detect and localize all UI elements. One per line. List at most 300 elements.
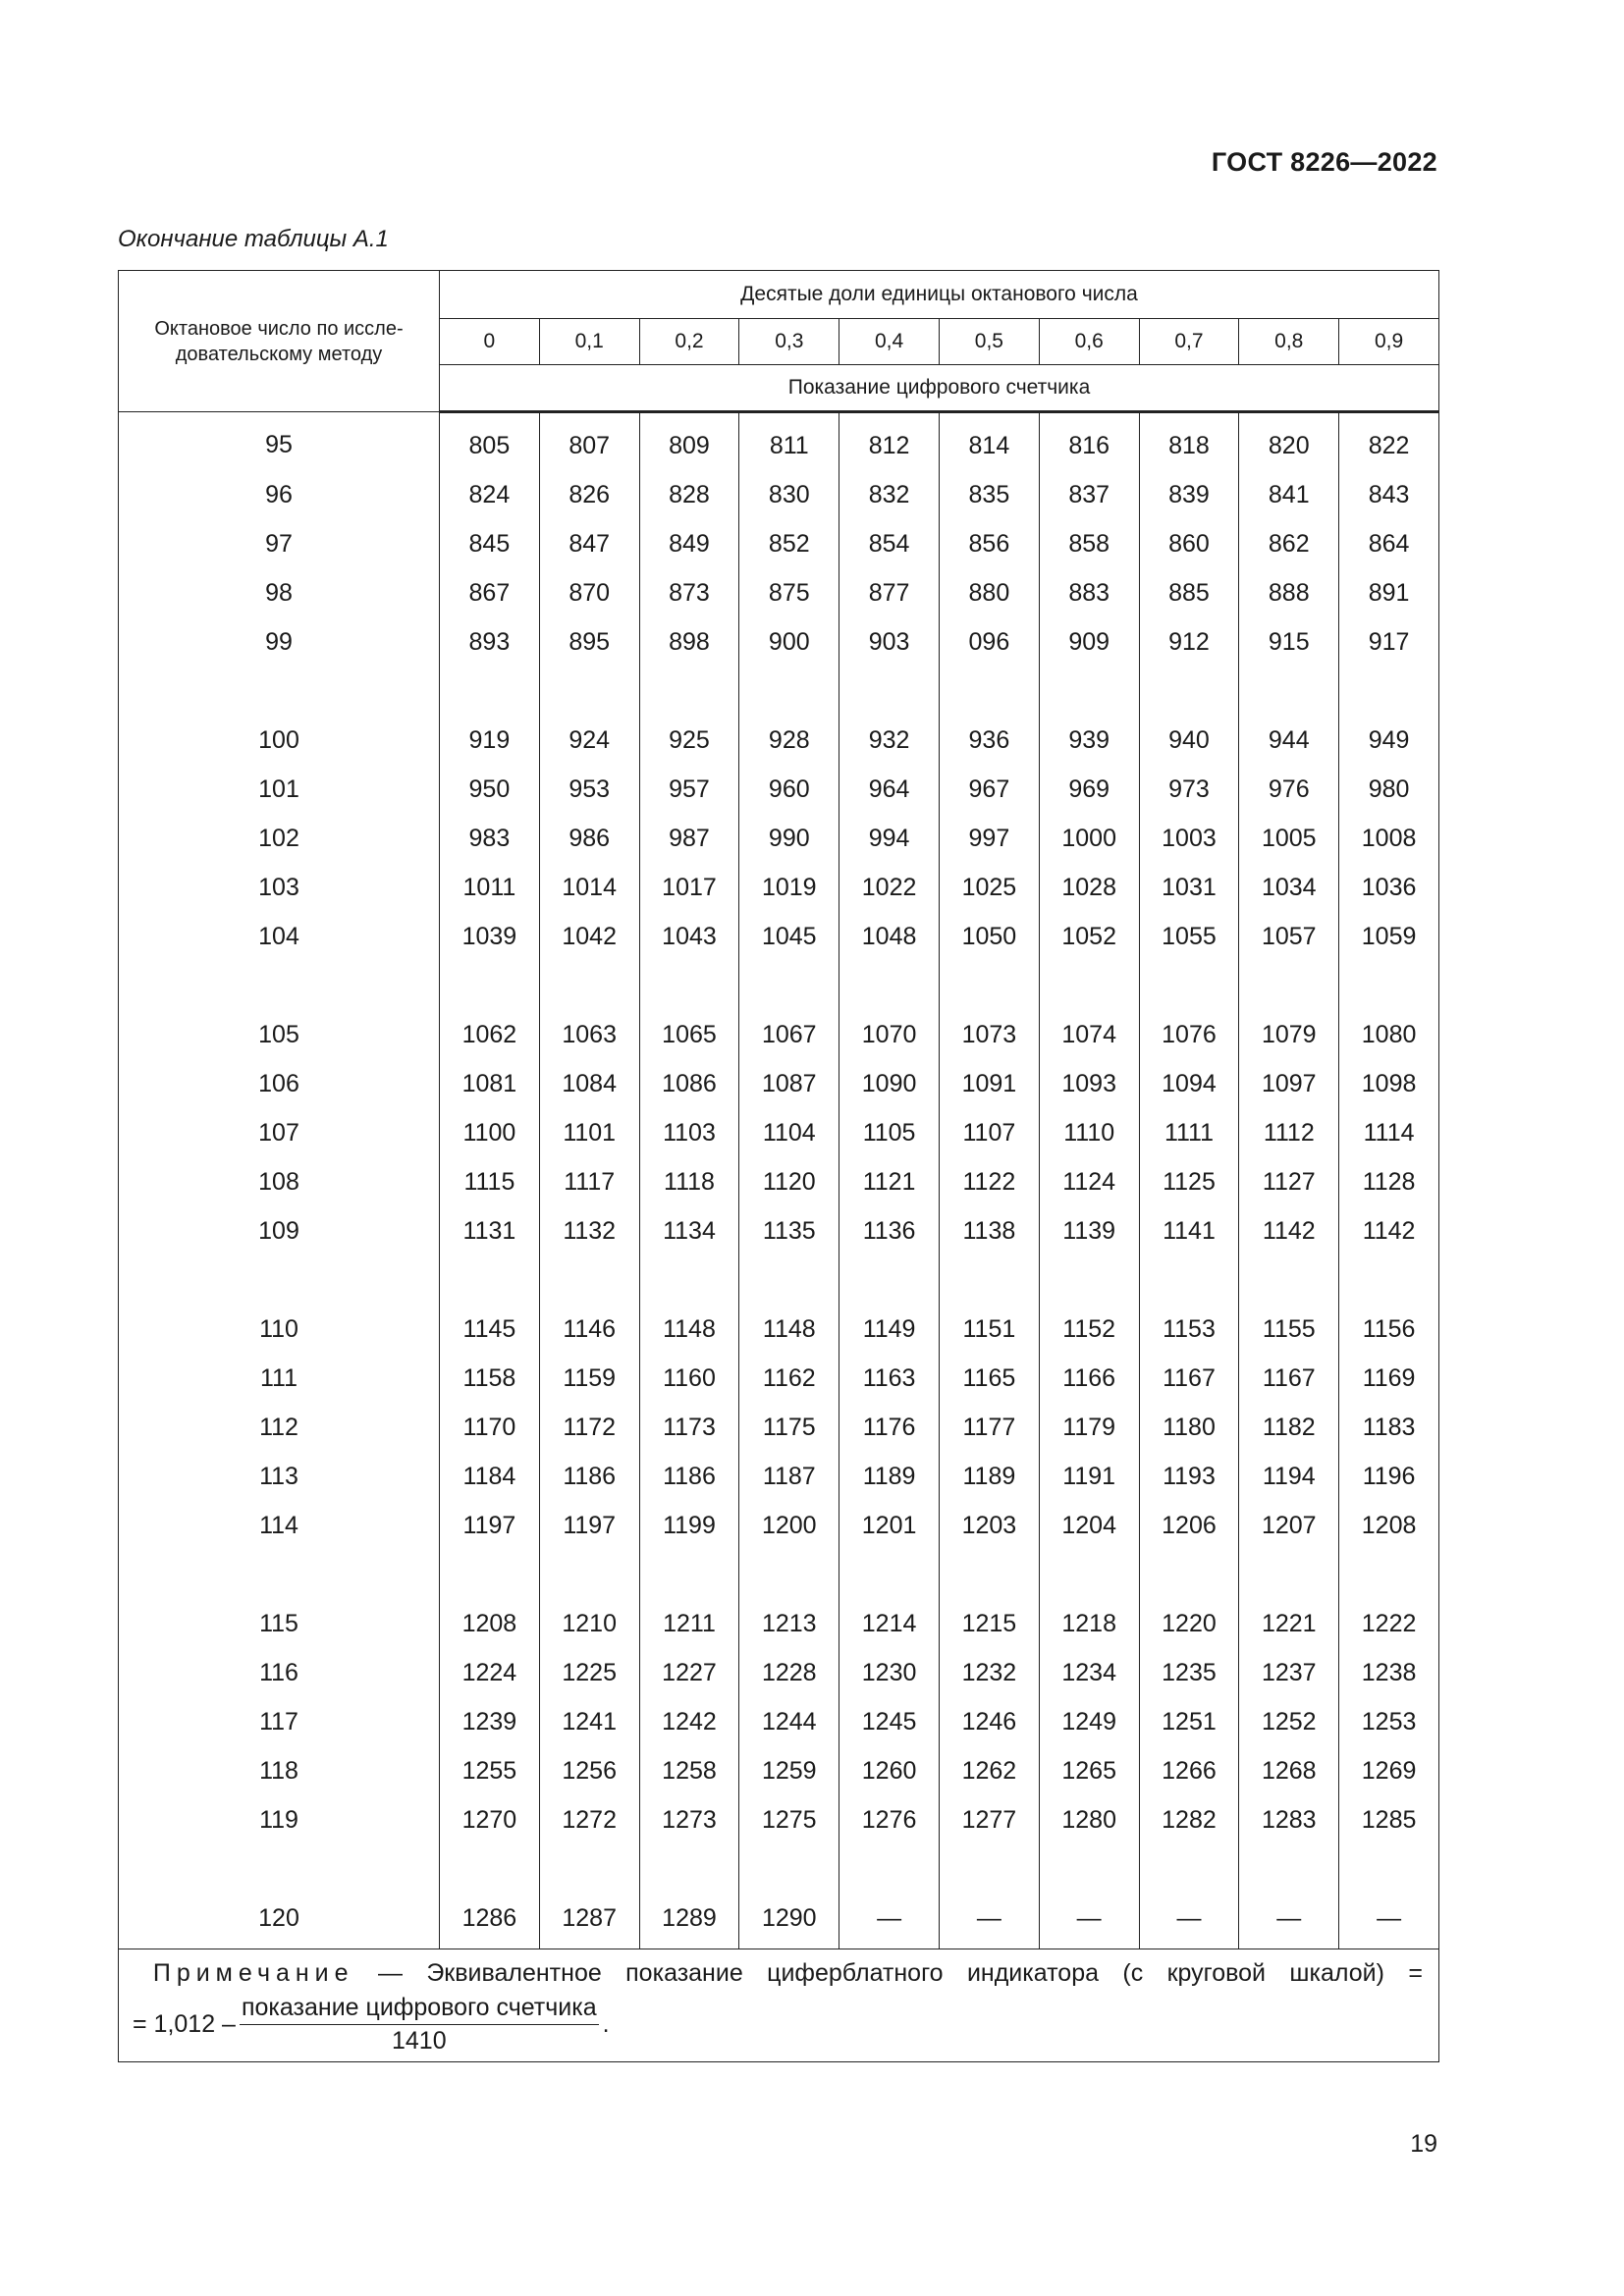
counter-value-cell: 983: [440, 814, 540, 863]
counter-value-cell: 912: [1139, 617, 1239, 667]
counter-value-cell: 858: [1039, 519, 1139, 568]
counter-value-cell: 1141: [1139, 1206, 1239, 1255]
counter-value-cell: 1245: [839, 1697, 940, 1746]
counter-value-cell: 1211: [639, 1599, 739, 1648]
spacer-cell: [440, 667, 540, 716]
counter-value-cell: 967: [939, 765, 1039, 814]
octane-number-cell: 120: [119, 1894, 440, 1949]
counter-value-cell: 1107: [939, 1108, 1039, 1157]
counter-value-cell: 1070: [839, 1010, 940, 1059]
group-spacer-row: [119, 667, 1439, 716]
counter-value-cell: 1277: [939, 1795, 1039, 1844]
counter-value-cell: 820: [1239, 412, 1339, 471]
counter-value-cell: 1105: [839, 1108, 940, 1157]
table-row: [119, 617, 1439, 667]
counter-value-cell: 1262: [939, 1746, 1039, 1795]
counter-value-cell: 1251: [1139, 1697, 1239, 1746]
counter-value-cell: 1081: [440, 1059, 540, 1108]
spacer-cell: [939, 1550, 1039, 1599]
counter-value-cell: 1074: [1039, 1010, 1139, 1059]
counter-value-cell: 1265: [1039, 1746, 1139, 1795]
counter-value-cell: 1200: [739, 1501, 839, 1550]
counter-value-cell: 1155: [1239, 1305, 1339, 1354]
fraction-denominator: 1410: [391, 2027, 447, 2055]
spacer-cell: [440, 1844, 540, 1894]
counter-value-cell: 1156: [1339, 1305, 1439, 1354]
counter-value-cell: 1043: [639, 912, 739, 961]
counter-value-cell: 1073: [939, 1010, 1039, 1059]
table-row: [119, 1206, 1439, 1255]
spacer-cell: [1339, 1844, 1439, 1894]
counter-value-cell: 1175: [739, 1403, 839, 1452]
formula-fraction: [240, 1994, 599, 2056]
octane-number-cell: 119: [119, 1795, 440, 1844]
octane-number-cell: 106: [119, 1059, 440, 1108]
counter-value-cell: 1101: [539, 1108, 639, 1157]
note-word: =: [1408, 1959, 1423, 1987]
counter-value-cell: 860: [1139, 519, 1239, 568]
spacer-cell: [839, 1844, 940, 1894]
counter-value-cell: 1199: [639, 1501, 739, 1550]
counter-value-cell: 835: [939, 470, 1039, 519]
counter-value-cell: 1142: [1339, 1206, 1439, 1255]
counter-value-cell: 818: [1139, 412, 1239, 471]
counter-value-cell: 875: [739, 568, 839, 617]
octane-column-header-line2: довательскому методу: [175, 343, 383, 365]
spacer-cell: [1239, 1550, 1339, 1599]
octane-number-cell: 109: [119, 1206, 440, 1255]
table-row: [119, 912, 1439, 961]
decimal-header: 0,2: [639, 319, 739, 365]
counter-value-cell: 1184: [440, 1452, 540, 1501]
octane-number-cell: 102: [119, 814, 440, 863]
counter-value-cell: 1118: [639, 1157, 739, 1206]
counter-value-cell: 839: [1139, 470, 1239, 519]
counter-value-cell: 986: [539, 814, 639, 863]
spacer-cell: [639, 667, 739, 716]
counter-value-cell: 830: [739, 470, 839, 519]
counter-value-cell: 990: [739, 814, 839, 863]
counter-value-cell: 1280: [1039, 1795, 1139, 1844]
counter-value-cell: 994: [839, 814, 940, 863]
counter-value-cell: 1186: [539, 1452, 639, 1501]
standard-code: ГОСТ 8226—2022: [1211, 147, 1437, 177]
octane-table: [118, 270, 1439, 2062]
table-body: [119, 412, 1439, 1949]
note-dash: —: [377, 1959, 403, 1987]
counter-value-cell: 843: [1339, 470, 1439, 519]
counter-value-cell: 1132: [539, 1206, 639, 1255]
counter-value-cell: 953: [539, 765, 639, 814]
counter-value-cell: 1169: [1339, 1354, 1439, 1403]
counter-value-cell: 1208: [1339, 1501, 1439, 1550]
spacer-cell: [639, 1255, 739, 1305]
spacer-cell: [440, 1550, 540, 1599]
counter-value-cell: 1197: [539, 1501, 639, 1550]
spacer-cell: [639, 1844, 739, 1894]
counter-value-cell: 1256: [539, 1746, 639, 1795]
spacer-cell: [739, 1550, 839, 1599]
counter-value-cell: 807: [539, 412, 639, 471]
counter-value-cell: 1125: [1139, 1157, 1239, 1206]
counter-value-cell: 1266: [1139, 1746, 1239, 1795]
group-spacer-row: [119, 1550, 1439, 1599]
counter-value-cell: 1017: [639, 863, 739, 912]
table-row: [119, 716, 1439, 765]
spacer-cell: [539, 1844, 639, 1894]
spacer-cell: [939, 1844, 1039, 1894]
counter-value-cell: 847: [539, 519, 639, 568]
counter-value-cell: 1055: [1139, 912, 1239, 961]
decimal-header: 0,6: [1039, 319, 1139, 365]
group-spacer-row: [119, 961, 1439, 1010]
table-row: [119, 1452, 1439, 1501]
counter-value-cell: 1228: [739, 1648, 839, 1697]
spacer-cell: [839, 1550, 940, 1599]
spacer-cell: [539, 961, 639, 1010]
table-row: [119, 1108, 1439, 1157]
fraction-numerator: показание цифрового счетчика: [240, 1994, 599, 2025]
counter-value-cell: 1045: [739, 912, 839, 961]
counter-value-cell: 915: [1239, 617, 1339, 667]
counter-value-cell: 1065: [639, 1010, 739, 1059]
counter-value-cell: 1090: [839, 1059, 940, 1108]
counter-value-cell: 812: [839, 412, 940, 471]
group-spacer-row: [119, 1844, 1439, 1894]
counter-reading-header: Показание цифрового счетчика: [440, 365, 1439, 412]
counter-value-cell: 980: [1339, 765, 1439, 814]
counter-value-cell: 928: [739, 716, 839, 765]
counter-value-cell: 870: [539, 568, 639, 617]
counter-value-cell: 1249: [1039, 1697, 1139, 1746]
counter-value-cell: 1167: [1239, 1354, 1339, 1403]
note-word: индикатора: [966, 1959, 1099, 1987]
counter-value-cell: 1186: [639, 1452, 739, 1501]
counter-value-cell: 1268: [1239, 1746, 1339, 1795]
counter-value-cell: 1087: [739, 1059, 839, 1108]
counter-value-cell: 1050: [939, 912, 1039, 961]
counter-value-cell: 814: [939, 412, 1039, 471]
table-row: [119, 1795, 1439, 1844]
counter-value-cell: —: [1239, 1894, 1339, 1949]
spacer-cell: [1339, 667, 1439, 716]
table-row: [119, 1501, 1439, 1550]
octane-number-cell: 95: [119, 412, 440, 471]
counter-value-cell: 1258: [639, 1746, 739, 1795]
counter-value-cell: 1111: [1139, 1108, 1239, 1157]
table-row: [119, 1305, 1439, 1354]
spacer-cell: [1239, 961, 1339, 1010]
counter-value-cell: 862: [1239, 519, 1339, 568]
table-row: [119, 765, 1439, 814]
counter-value-cell: 1098: [1339, 1059, 1439, 1108]
note-word: (с: [1122, 1959, 1144, 1987]
octane-number-cell: 114: [119, 1501, 440, 1550]
spacer-cell: [1139, 961, 1239, 1010]
counter-value-cell: 1203: [939, 1501, 1039, 1550]
table-row: [119, 568, 1439, 617]
counter-value-cell: 1152: [1039, 1305, 1139, 1354]
counter-value-cell: 880: [939, 568, 1039, 617]
counter-value-cell: 1122: [939, 1157, 1039, 1206]
table-row: [119, 1157, 1439, 1206]
counter-value-cell: 1227: [639, 1648, 739, 1697]
counter-value-cell: 1028: [1039, 863, 1139, 912]
counter-value-cell: 805: [440, 412, 540, 471]
spacer-cell: [1239, 1844, 1339, 1894]
spacer-cell: [440, 961, 540, 1010]
decimal-header: 0,7: [1139, 319, 1239, 365]
note-label: Примечание: [152, 1959, 354, 1987]
note-formula: [133, 1994, 1423, 2056]
counter-value-cell: 1238: [1339, 1648, 1439, 1697]
counter-value-cell: 1120: [739, 1157, 839, 1206]
decimal-header: 0,5: [939, 319, 1039, 365]
counter-value-cell: 1139: [1039, 1206, 1139, 1255]
spacer-cell: [1139, 1255, 1239, 1305]
spacer-cell: [1139, 667, 1239, 716]
counter-value-cell: 1148: [639, 1305, 739, 1354]
counter-value-cell: —: [1039, 1894, 1139, 1949]
counter-value-cell: 856: [939, 519, 1039, 568]
counter-value-cell: 885: [1139, 568, 1239, 617]
octane-number-cell: 101: [119, 765, 440, 814]
decimal-header: 0,4: [839, 319, 940, 365]
spacer-cell: [839, 961, 940, 1010]
counter-value-cell: —: [1139, 1894, 1239, 1949]
counter-value-cell: 1142: [1239, 1206, 1339, 1255]
counter-value-cell: 957: [639, 765, 739, 814]
counter-value-cell: 1036: [1339, 863, 1439, 912]
counter-value-cell: 1145: [440, 1305, 540, 1354]
spacer-cell: [119, 1550, 440, 1599]
counter-value-cell: 1194: [1239, 1452, 1339, 1501]
octane-number-cell: 112: [119, 1403, 440, 1452]
counter-value-cell: 1115: [440, 1157, 540, 1206]
counter-value-cell: 950: [440, 765, 540, 814]
counter-value-cell: 1221: [1239, 1599, 1339, 1648]
octane-number-cell: 105: [119, 1010, 440, 1059]
counter-value-cell: 919: [440, 716, 540, 765]
counter-value-cell: 1170: [440, 1403, 540, 1452]
counter-value-cell: 1136: [839, 1206, 940, 1255]
counter-value-cell: 1173: [639, 1403, 739, 1452]
octane-number-cell: 100: [119, 716, 440, 765]
counter-value-cell: 997: [939, 814, 1039, 863]
table-row: [119, 1010, 1439, 1059]
octane-number-cell: 113: [119, 1452, 440, 1501]
counter-value-cell: 1138: [939, 1206, 1039, 1255]
counter-value-cell: 1286: [440, 1894, 540, 1949]
spacer-cell: [1139, 1550, 1239, 1599]
spacer-cell: [739, 667, 839, 716]
counter-value-cell: 1076: [1139, 1010, 1239, 1059]
spacer-cell: [1039, 961, 1139, 1010]
counter-value-cell: 1084: [539, 1059, 639, 1108]
counter-value-cell: 1196: [1339, 1452, 1439, 1501]
octane-number-cell: 108: [119, 1157, 440, 1206]
counter-value-cell: 096: [939, 617, 1039, 667]
octane-number-cell: 116: [119, 1648, 440, 1697]
spacer-cell: [839, 667, 940, 716]
counter-value-cell: 1128: [1339, 1157, 1439, 1206]
note-word: шкалой): [1289, 1959, 1384, 1987]
table-row: [119, 1746, 1439, 1795]
octane-number-cell: 117: [119, 1697, 440, 1746]
counter-value-cell: 849: [639, 519, 739, 568]
counter-value-cell: 867: [440, 568, 540, 617]
counter-value-cell: 1057: [1239, 912, 1339, 961]
counter-value-cell: 1022: [839, 863, 940, 912]
table-row: [119, 1648, 1439, 1697]
counter-value-cell: 1063: [539, 1010, 639, 1059]
counter-value-cell: 852: [739, 519, 839, 568]
counter-value-cell: 898: [639, 617, 739, 667]
counter-value-cell: 944: [1239, 716, 1339, 765]
spacer-cell: [539, 1255, 639, 1305]
counter-value-cell: 1005: [1239, 814, 1339, 863]
spacer-cell: [1339, 961, 1439, 1010]
spacer-cell: [1339, 1255, 1439, 1305]
counter-value-cell: 1011: [440, 863, 540, 912]
counter-value-cell: 960: [739, 765, 839, 814]
spacer-cell: [939, 667, 1039, 716]
counter-value-cell: 936: [939, 716, 1039, 765]
counter-value-cell: 828: [639, 470, 739, 519]
counter-value-cell: 1260: [839, 1746, 940, 1795]
counter-value-cell: 976: [1239, 765, 1339, 814]
spacer-cell: [639, 1550, 739, 1599]
octane-table-container: [118, 270, 1438, 2062]
spacer-cell: [739, 1844, 839, 1894]
counter-value-cell: —: [839, 1894, 940, 1949]
counter-value-cell: 1197: [440, 1501, 540, 1550]
spacer-cell: [1039, 667, 1139, 716]
spacer-cell: [539, 1550, 639, 1599]
spacer-cell: [739, 1255, 839, 1305]
spacer-cell: [440, 1255, 540, 1305]
spacer-cell: [119, 961, 440, 1010]
table-row: [119, 863, 1439, 912]
counter-value-cell: 845: [440, 519, 540, 568]
counter-value-cell: 1042: [539, 912, 639, 961]
counter-value-cell: 909: [1039, 617, 1139, 667]
spacer-cell: [1239, 1255, 1339, 1305]
decimal-header: 0: [440, 319, 540, 365]
counter-value-cell: 1276: [839, 1795, 940, 1844]
counter-value-cell: 1110: [1039, 1108, 1139, 1157]
table-row: [119, 412, 1439, 471]
counter-value-cell: 924: [539, 716, 639, 765]
counter-value-cell: 1003: [1139, 814, 1239, 863]
counter-value-cell: 1218: [1039, 1599, 1139, 1648]
counter-value-cell: 1166: [1039, 1354, 1139, 1403]
counter-value-cell: 1149: [839, 1305, 940, 1354]
counter-value-cell: 1025: [939, 863, 1039, 912]
counter-value-cell: 1253: [1339, 1697, 1439, 1746]
counter-value-cell: 1162: [739, 1354, 839, 1403]
counter-value-cell: 1282: [1139, 1795, 1239, 1844]
counter-value-cell: 1225: [539, 1648, 639, 1697]
counter-value-cell: 1008: [1339, 814, 1439, 863]
spacer-cell: [639, 961, 739, 1010]
counter-value-cell: 1048: [839, 912, 940, 961]
counter-value-cell: 1193: [1139, 1452, 1239, 1501]
note-line-1: [133, 1959, 1423, 1988]
counter-value-cell: 891: [1339, 568, 1439, 617]
table-row: [119, 1894, 1439, 1949]
counter-value-cell: 1124: [1039, 1157, 1139, 1206]
octane-number-cell: 111: [119, 1354, 440, 1403]
table-row: [119, 1599, 1439, 1648]
counter-value-cell: 1039: [440, 912, 540, 961]
octane-number-cell: 110: [119, 1305, 440, 1354]
counter-value-cell: 964: [839, 765, 940, 814]
counter-value-cell: 1246: [939, 1697, 1039, 1746]
octane-number-cell: 96: [119, 470, 440, 519]
octane-number-cell: 104: [119, 912, 440, 961]
counter-value-cell: 1230: [839, 1648, 940, 1697]
counter-value-cell: 895: [539, 617, 639, 667]
counter-value-cell: 1100: [440, 1108, 540, 1157]
counter-value-cell: 826: [539, 470, 639, 519]
counter-value-cell: 1104: [739, 1108, 839, 1157]
spacer-cell: [539, 667, 639, 716]
formula-suffix: .: [602, 2010, 610, 2038]
counter-value-cell: 1179: [1039, 1403, 1139, 1452]
counter-value-cell: 987: [639, 814, 739, 863]
table-note: [119, 1949, 1439, 2062]
counter-value-cell: 1252: [1239, 1697, 1339, 1746]
counter-value-cell: 1131: [440, 1206, 540, 1255]
table-row: [119, 814, 1439, 863]
spacer-cell: [1039, 1255, 1139, 1305]
counter-value-cell: 1189: [939, 1452, 1039, 1501]
table-row: [119, 470, 1439, 519]
table-header: [119, 271, 1439, 412]
counter-value-cell: 1270: [440, 1795, 540, 1844]
counter-value-cell: 1289: [639, 1894, 739, 1949]
table-row: [119, 1697, 1439, 1746]
counter-value-cell: 1067: [739, 1010, 839, 1059]
octane-number-cell: 98: [119, 568, 440, 617]
counter-value-cell: 1213: [739, 1599, 839, 1648]
counter-value-cell: 1059: [1339, 912, 1439, 961]
counter-value-cell: 1232: [939, 1648, 1039, 1697]
counter-value-cell: 1160: [639, 1354, 739, 1403]
spacer-cell: [1239, 667, 1339, 716]
counter-value-cell: 1259: [739, 1746, 839, 1795]
counter-value-cell: 1206: [1139, 1501, 1239, 1550]
counter-value-cell: 1052: [1039, 912, 1139, 961]
counter-value-cell: 1285: [1339, 1795, 1439, 1844]
counter-value-cell: 837: [1039, 470, 1139, 519]
spacer-cell: [119, 1255, 440, 1305]
note-word: показание: [625, 1959, 743, 1987]
counter-value-cell: 1239: [440, 1697, 540, 1746]
counter-value-cell: 1287: [539, 1894, 639, 1949]
counter-value-cell: 1275: [739, 1795, 839, 1844]
counter-value-cell: 1214: [839, 1599, 940, 1648]
counter-value-cell: 1222: [1339, 1599, 1439, 1648]
counter-value-cell: 939: [1039, 716, 1139, 765]
table-caption: Окончание таблицы А.1: [118, 226, 389, 252]
counter-value-cell: 1224: [440, 1648, 540, 1697]
octane-number-cell: 97: [119, 519, 440, 568]
octane-column-header: [119, 271, 440, 412]
counter-value-cell: 1031: [1139, 863, 1239, 912]
counter-value-cell: 1153: [1139, 1305, 1239, 1354]
